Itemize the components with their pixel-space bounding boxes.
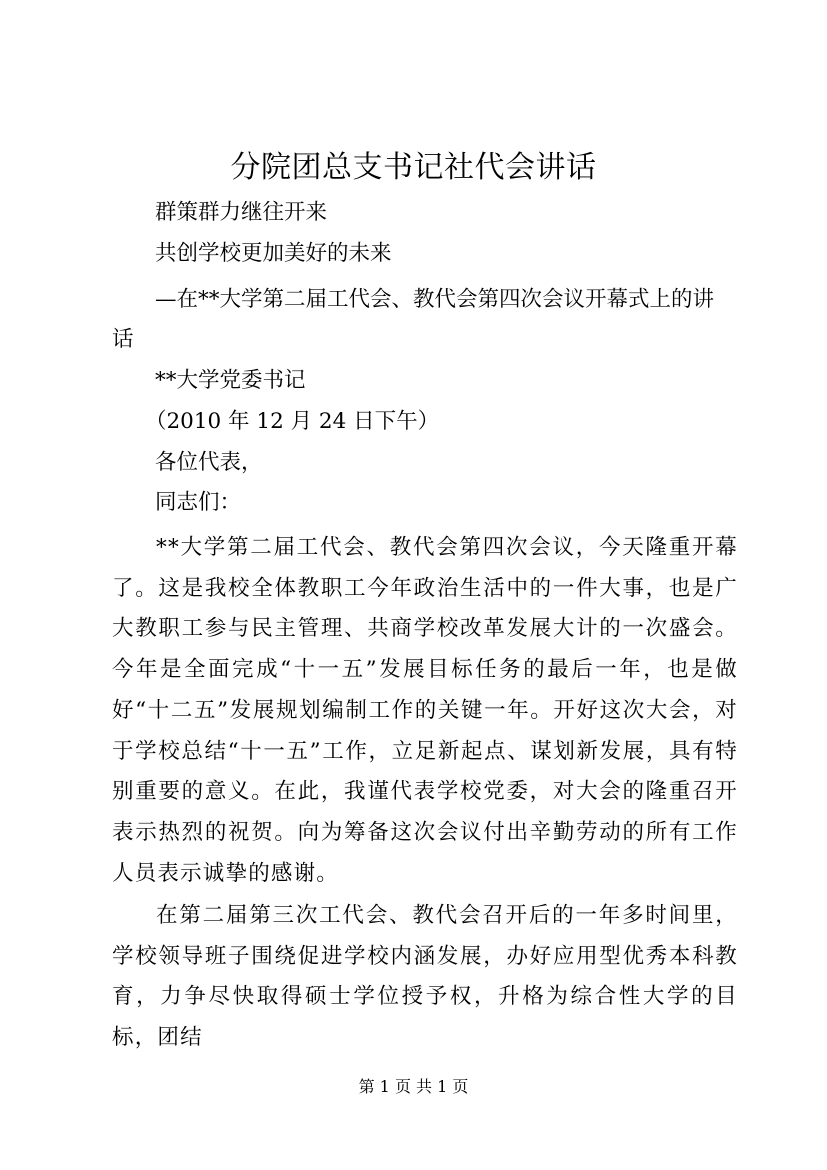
page-title: 分院团总支书记社代会讲话	[230, 150, 597, 185]
subtitle-line-3: —在**大学第二届工代会、教代会第四次会议开幕式上的讲	[155, 287, 715, 312]
page-footer: 第 1 页 共 1 页	[358, 1077, 469, 1096]
subtitle-line-2: 共创学校更加美好的未来	[155, 241, 392, 266]
body-paragraph-2: 在第二届第三次工代会、教代会召开后的一年多时间里，学校领导班子围绕促进学校内涵发展，办好应用型优秀本科教育，力争尽快取得硕士学位授予权，升格为综合性大学的目标，团结	[112, 903, 738, 1051]
salutation-line-1: 各位代表，	[155, 450, 263, 475]
subtitle-line-1: 群策群力继往开来	[155, 200, 328, 225]
speaker-line: **大学党委书记	[155, 368, 306, 393]
date-line: （2010 年 12 月 24 日下午）	[145, 409, 440, 434]
subtitle-line-3-continued: 话	[112, 327, 134, 352]
body-paragraph-1: **大学第二届工代会、教代会第四次会议，今天隆重开幕了。这是我校全体教职工今年政治生活中的一件大事，也是广大教职工参与民主管理、共商学校改革发展大计的一次盛会。今年是全面完成“十一五”发展目标任务的最后一年，也是做好“十二五”发展规划编制工作的关键一年。开好这次大会，对于学校总结“十一五”工作，立足新起点、谋划新发展，具有特别重要的意义。在此，我谨代表学校党委，对大会的隆重召开表示热烈的祝贺。向为筹备这次会议付出辛勤劳动的所有工作人员表示诚挚的感谢。	[112, 535, 738, 886]
salutation-line-2: 同志们：	[155, 490, 242, 515]
